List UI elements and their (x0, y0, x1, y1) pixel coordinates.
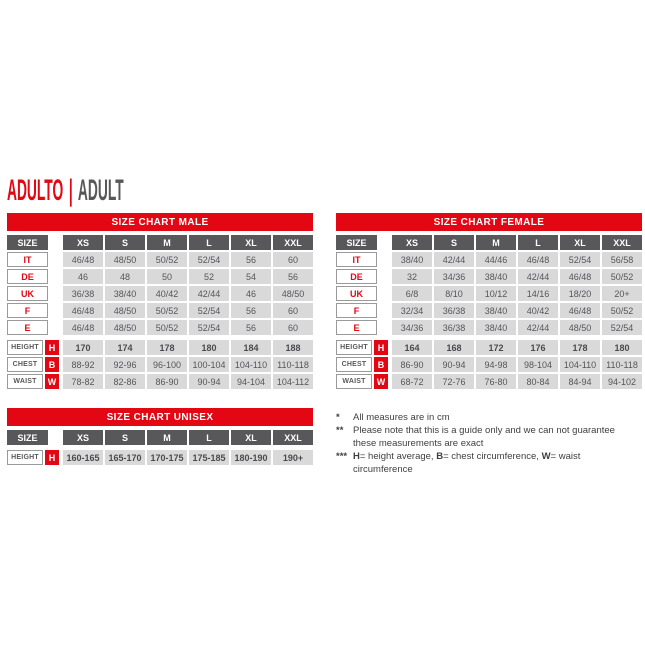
measure-value-cell: 104-112 (273, 374, 313, 389)
header-label-area (336, 235, 390, 250)
measure-row-height (7, 340, 313, 355)
size-row-f (336, 303, 642, 318)
size-value-cell: 60 (273, 252, 313, 267)
measure-row-height (336, 340, 642, 355)
size-value-cell: 48/50 (273, 286, 313, 301)
size-header-cell: SIZE (336, 235, 377, 250)
size-value-cell: 36/38 (434, 320, 474, 335)
row-label-area (7, 252, 61, 267)
row-label-area (336, 320, 390, 335)
row-label-f: F (336, 303, 377, 318)
size-value-cell: 36/38 (63, 286, 103, 301)
row-label-area (7, 286, 61, 301)
measure-value-cell: 94-98 (476, 357, 516, 372)
measure-value-cell: 76-80 (476, 374, 516, 389)
size-value-cell: 52/54 (189, 303, 229, 318)
size-value-cell: 50/52 (147, 320, 187, 335)
measure-value-cell: 170-175 (147, 450, 187, 465)
measure-label-waist: WAIST (336, 374, 372, 389)
size-value-cell: 46/48 (518, 252, 558, 267)
measure-value-cell: 100-104 (189, 357, 229, 372)
size-value-cell: 50/52 (602, 303, 642, 318)
measure-row-chest (7, 357, 313, 372)
size-row-e (7, 320, 313, 335)
size-value-cell: 52/54 (189, 320, 229, 335)
size-chart-male (7, 213, 313, 391)
column-header-xl: XL (231, 430, 271, 445)
row-label-area (7, 320, 61, 335)
measure-value-cell: 68-72 (392, 374, 432, 389)
measure-value-cell: 164 (392, 340, 432, 355)
size-value-cell: 36/38 (434, 303, 474, 318)
note-abbreviation: B (436, 451, 444, 462)
measure-badge-b: B (45, 357, 59, 372)
row-label-f: F (7, 303, 48, 318)
measure-value-cell: 180-190 (231, 450, 271, 465)
measure-badge-h: H (45, 450, 59, 465)
size-row-uk (7, 286, 313, 301)
column-header-l: L (518, 235, 558, 250)
column-header-s: S (105, 430, 145, 445)
size-value-cell: 18/20 (560, 286, 600, 301)
measure-value-cell: 78-82 (63, 374, 103, 389)
size-value-cell: 50/52 (602, 269, 642, 284)
measure-value-cell: 82-86 (105, 374, 145, 389)
size-value-cell: 46/48 (63, 252, 103, 267)
measure-badge-h: H (374, 340, 388, 355)
size-row-it (7, 252, 313, 267)
size-chart-unisex (7, 408, 313, 467)
size-value-cell: 60 (273, 303, 313, 318)
size-value-cell: 20+ (602, 286, 642, 301)
note-segment: = waist circumference (353, 451, 581, 475)
note-text (353, 411, 638, 424)
size-value-cell: 34/36 (434, 269, 474, 284)
note-abbreviation: H (353, 451, 360, 462)
column-header-xxl: XXL (602, 235, 642, 250)
measure-label-height: HEIGHT (7, 340, 43, 355)
row-label-uk: UK (7, 286, 48, 301)
size-value-cell: 48 (105, 269, 145, 284)
measure-value-cell: 184 (231, 340, 271, 355)
size-value-cell: 48/50 (105, 252, 145, 267)
size-value-cell: 10/12 (476, 286, 516, 301)
size-value-cell: 38/40 (476, 269, 516, 284)
column-header-xxl: XXL (273, 235, 313, 250)
size-row-uk (336, 286, 642, 301)
note-line-1 (336, 411, 638, 424)
measure-value-cell: 90-94 (434, 357, 474, 372)
size-value-cell: 38/40 (476, 320, 516, 335)
size-value-cell: 38/40 (105, 286, 145, 301)
row-label-it: IT (7, 252, 48, 267)
size-row-e (336, 320, 642, 335)
size-value-cell: 52 (189, 269, 229, 284)
measure-value-cell: 88-92 (63, 357, 103, 372)
size-value-cell: 6/8 (392, 286, 432, 301)
column-header-xs: XS (392, 235, 432, 250)
size-value-cell: 48/50 (560, 320, 600, 335)
measure-value-cell: 178 (560, 340, 600, 355)
measure-value-cell: 170 (63, 340, 103, 355)
column-header-xxl: XXL (273, 430, 313, 445)
size-value-cell: 42/44 (189, 286, 229, 301)
column-header-xl: XL (560, 235, 600, 250)
row-label-area (7, 374, 61, 389)
measure-value-cell: 165-170 (105, 450, 145, 465)
measure-value-cell: 168 (434, 340, 474, 355)
size-value-cell: 54 (231, 269, 271, 284)
measure-label-waist: WAIST (7, 374, 43, 389)
column-header-m: M (147, 430, 187, 445)
size-value-cell: 46/48 (560, 303, 600, 318)
column-header-m: M (476, 235, 516, 250)
size-value-cell: 52/54 (602, 320, 642, 335)
measure-value-cell: 104-110 (231, 357, 271, 372)
size-value-cell: 32/34 (392, 303, 432, 318)
note-line-2 (336, 424, 638, 450)
measure-value-cell: 172 (476, 340, 516, 355)
size-value-cell: 42/44 (518, 269, 558, 284)
measure-value-cell: 86-90 (147, 374, 187, 389)
measure-value-cell: 160-165 (63, 450, 103, 465)
measure-value-cell: 84-94 (560, 374, 600, 389)
size-value-cell: 46/48 (560, 269, 600, 284)
size-value-cell: 50 (147, 269, 187, 284)
note-abbreviation: W (541, 451, 551, 462)
note-marker: * (336, 412, 340, 423)
size-value-cell: 56 (231, 252, 271, 267)
row-label-area (7, 450, 61, 465)
note-segment: All measures are in cm (353, 412, 450, 423)
size-value-cell: 56/58 (602, 252, 642, 267)
measure-badge-w: W (45, 374, 59, 389)
row-label-area (336, 303, 390, 318)
size-value-cell: 50/52 (147, 303, 187, 318)
header-label-area (7, 430, 61, 445)
note-segment: Please note that this is a guide only and we can not guarantee these measurements are exact (353, 425, 615, 449)
measure-value-cell: 110-118 (602, 357, 642, 372)
size-value-cell: 46/48 (63, 320, 103, 335)
measure-value-cell: 72-76 (434, 374, 474, 389)
size-value-cell: 48/50 (105, 303, 145, 318)
note-text (353, 424, 638, 450)
note-marker: ** (336, 425, 344, 436)
note-marker: *** (336, 451, 348, 462)
size-value-cell: 46 (231, 286, 271, 301)
size-value-cell: 56 (231, 320, 271, 335)
size-value-cell: 50/52 (147, 252, 187, 267)
size-value-cell: 40/42 (518, 303, 558, 318)
row-label-area (336, 252, 390, 267)
row-label-e: E (7, 320, 48, 335)
page-title-secondary: ADULT (77, 174, 124, 207)
column-header-s: S (434, 235, 474, 250)
size-value-cell: 34/36 (392, 320, 432, 335)
measure-value-cell: 90-94 (189, 374, 229, 389)
row-label-area (7, 340, 61, 355)
measure-value-cell: 110-118 (273, 357, 313, 372)
column-header-xl: XL (231, 235, 271, 250)
measure-value-cell: 180 (189, 340, 229, 355)
size-header-cell: SIZE (7, 430, 48, 445)
row-label-it: IT (336, 252, 377, 267)
measure-value-cell: 80-84 (518, 374, 558, 389)
page-title-primary: ADULTO (7, 174, 64, 207)
size-row-de (7, 269, 313, 284)
measure-row-waist (336, 374, 642, 389)
size-value-cell: 46 (63, 269, 103, 284)
row-label-de: DE (7, 269, 48, 284)
size-value-cell: 48/50 (105, 320, 145, 335)
row-label-area (336, 357, 390, 372)
size-value-cell: 60 (273, 320, 313, 335)
measure-badge-w: W (374, 374, 388, 389)
measure-label-chest: CHEST (7, 357, 43, 372)
measure-row-chest (336, 357, 642, 372)
measure-badge-b: B (374, 357, 388, 372)
measure-value-cell: 188 (273, 340, 313, 355)
size-value-cell: 56 (273, 269, 313, 284)
measure-value-cell: 86-90 (392, 357, 432, 372)
header-label-area (7, 235, 61, 250)
measure-value-cell: 180 (602, 340, 642, 355)
measure-value-cell: 94-102 (602, 374, 642, 389)
measure-badge-h: H (45, 340, 59, 355)
size-value-cell: 42/44 (518, 320, 558, 335)
chart-title-unisex: SIZE CHART UNISEX (7, 408, 313, 426)
measure-value-cell: 92-96 (105, 357, 145, 372)
column-header-s: S (105, 235, 145, 250)
size-value-cell: 40/42 (147, 286, 187, 301)
size-header-cell: SIZE (7, 235, 48, 250)
page-title (7, 174, 124, 207)
measure-value-cell: 98-104 (518, 357, 558, 372)
column-header-l: L (189, 430, 229, 445)
note-segment: = chest circumference, (443, 451, 542, 462)
note-text (353, 450, 638, 476)
measure-value-cell: 190+ (273, 450, 313, 465)
row-label-area (336, 374, 390, 389)
row-label-de: DE (336, 269, 377, 284)
size-value-cell: 32 (392, 269, 432, 284)
note-line-3 (336, 450, 638, 476)
column-header-m: M (147, 235, 187, 250)
row-label-area (336, 340, 390, 355)
measure-row-waist (7, 374, 313, 389)
chart-title-female: SIZE CHART FEMALE (336, 213, 642, 231)
size-row-it (336, 252, 642, 267)
row-label-area (7, 269, 61, 284)
size-value-cell: 38/40 (476, 303, 516, 318)
measure-value-cell: 175-185 (189, 450, 229, 465)
measure-value-cell: 174 (105, 340, 145, 355)
row-label-area (336, 269, 390, 284)
header-row (336, 235, 642, 250)
column-header-l: L (189, 235, 229, 250)
row-label-uk: UK (336, 286, 377, 301)
row-label-area (7, 303, 61, 318)
size-value-cell: 46/48 (63, 303, 103, 318)
size-value-cell: 38/40 (392, 252, 432, 267)
measure-value-cell: 104-110 (560, 357, 600, 372)
page-title-separator: | (68, 174, 73, 207)
measure-value-cell: 94-104 (231, 374, 271, 389)
size-value-cell: 42/44 (434, 252, 474, 267)
size-chart-female (336, 213, 642, 391)
measure-value-cell: 178 (147, 340, 187, 355)
measure-label-chest: CHEST (336, 357, 372, 372)
size-value-cell: 56 (231, 303, 271, 318)
row-label-area (336, 286, 390, 301)
size-value-cell: 52/54 (560, 252, 600, 267)
footnotes (336, 411, 638, 476)
chart-title-male: SIZE CHART MALE (7, 213, 313, 231)
size-row-f (7, 303, 313, 318)
note-segment: = height average, (359, 451, 437, 462)
measure-value-cell: 176 (518, 340, 558, 355)
measure-row-height (7, 450, 313, 465)
size-row-de (336, 269, 642, 284)
measure-label-height: HEIGHT (7, 450, 43, 465)
header-row (7, 235, 313, 250)
column-header-xs: XS (63, 430, 103, 445)
size-value-cell: 8/10 (434, 286, 474, 301)
size-value-cell: 44/46 (476, 252, 516, 267)
size-value-cell: 52/54 (189, 252, 229, 267)
header-row (7, 430, 313, 445)
measure-label-height: HEIGHT (336, 340, 372, 355)
measure-value-cell: 96-100 (147, 357, 187, 372)
size-value-cell: 14/16 (518, 286, 558, 301)
column-header-xs: XS (63, 235, 103, 250)
row-label-e: E (336, 320, 377, 335)
row-label-area (7, 357, 61, 372)
